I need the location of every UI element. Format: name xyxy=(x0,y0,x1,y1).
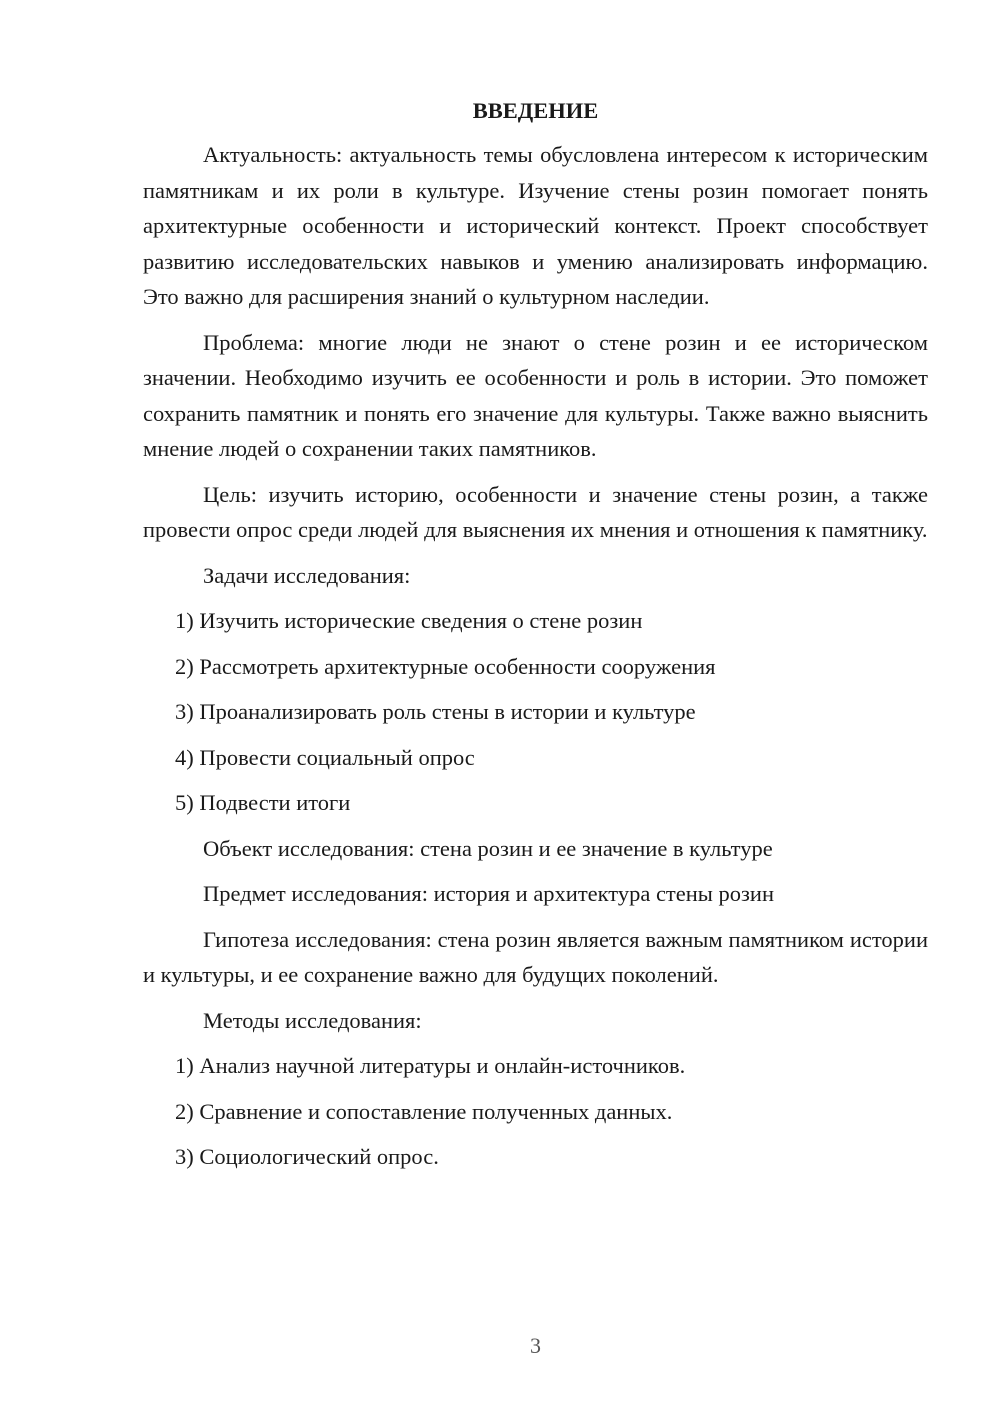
section-title: ВВЕДЕНИЕ xyxy=(472,98,599,123)
document-page xyxy=(143,96,928,1185)
problem-paragraph: Проблема: многие люди не знают о стене розин и ее историческом значении. Необходимо изучить ее особенности и роль в истории. Это поможет сохранить памятник и понять его значение для культуры. Также важно выяснить мнение людей о сохранении таких памятников. xyxy=(143,329,928,461)
list-item: 3) Проанализировать роль стены в истории и культуре xyxy=(175,699,696,724)
hypothesis-paragraph: Гипотеза исследования: стена розин является важным памятником истории и культуры, и ее сохранение важно для будущих поколений. xyxy=(143,926,928,987)
object-paragraph: Объект исследования: стена розин и ее значение в культуре xyxy=(203,835,773,861)
list-item: 2) Рассмотреть архитектурные особенности сооружения xyxy=(175,653,716,679)
subject-paragraph: Предмет исследования: история и архитектура стены розин xyxy=(203,881,775,906)
tasks-list xyxy=(143,603,928,821)
list-item: 2) Сравнение и сопоставление полученных данных. xyxy=(175,1098,673,1124)
list-item: 4) Провести социальный опрос xyxy=(175,744,475,770)
tasks-heading: Задачи исследования: xyxy=(203,562,411,588)
list-item: 1) Анализ научной литературы и онлайн-источников. xyxy=(175,1053,686,1078)
relevance-paragraph: Актуальность: актуальность темы обусловлена интересом к историческим памятникам и их роли в культуре. Изучение стены розин помогает понять архитектурные особенности и исторический контекст. Проект способствует развитию исследовательских навыков и умению анализировать информацию. Это важно для расширения знаний о культурном наследии. xyxy=(143,142,928,309)
list-item: 1) Изучить исторические сведения о стене розин xyxy=(175,608,643,633)
list-item: 3) Социологический опрос. xyxy=(175,1144,439,1169)
methods-list xyxy=(143,1048,928,1175)
methods-heading: Методы исследования: xyxy=(203,1007,422,1033)
goal-paragraph: Цель: изучить историю, особенности и значение стены розин, а также провести опрос среди людей для выяснения их мнения и отношения к памятнику. xyxy=(143,481,928,542)
list-item: 5) Подвести итоги xyxy=(175,790,351,815)
page-number: 3 xyxy=(530,1333,541,1358)
